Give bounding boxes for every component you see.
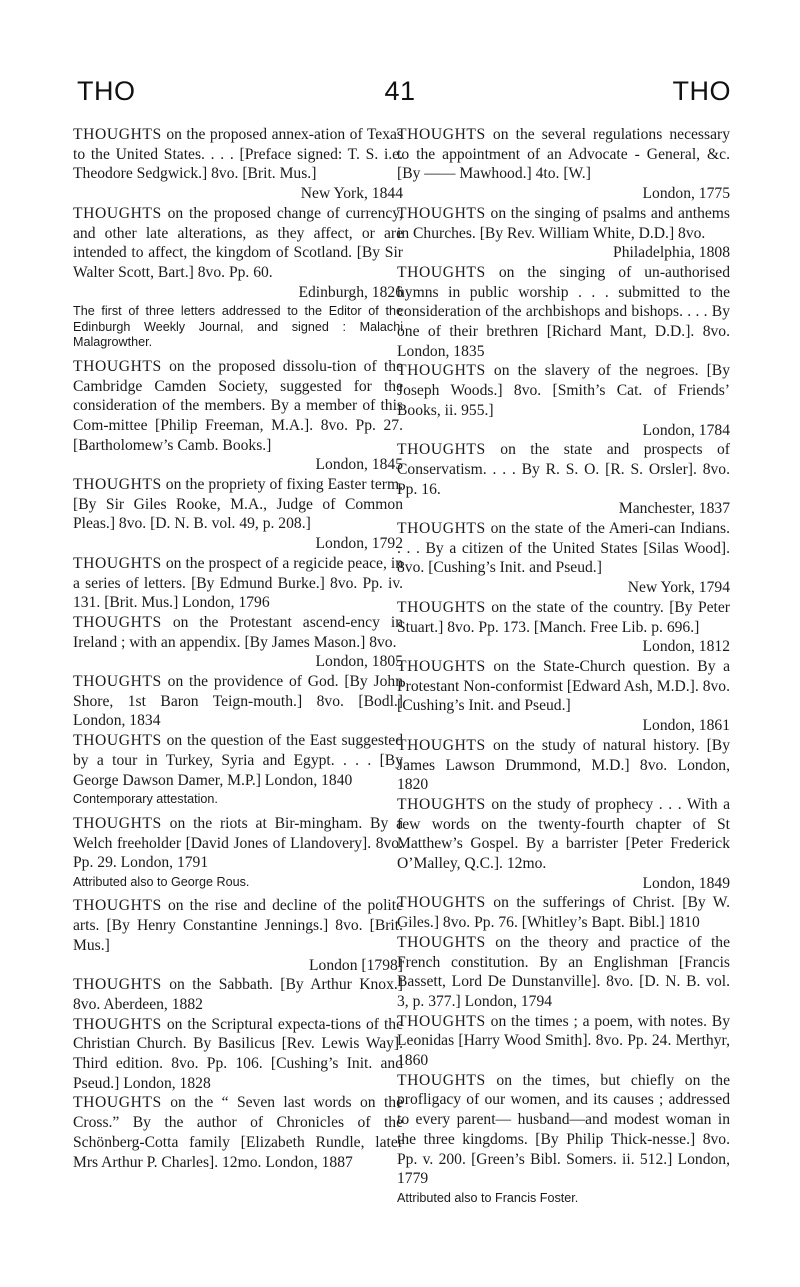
entry-note: The first of three letters addressed to the Editor of the Edinburgh Weekly Journal, and signed : Malachi Malagrowther. — [73, 304, 403, 350]
catalog-entry: THOUGHTS on the propriety of fixing Easter term. [By Sir Giles Rooke, M.A., Judge of Common Pleas.] 8vo. [D. N. B. vol. 49, p. 208.] London, 1792 — [73, 476, 403, 553]
catalog-entry: THOUGHTS on the providence of God. [By John Shore, 1st Baron Teign-mouth.] 8vo. [Bodl.] London, 1834 — [73, 673, 403, 730]
entry-headword: THOUGHTS — [73, 1094, 162, 1112]
catalog-entry: THOUGHTS on the singing of un-authorised hymns in public worship . . . submitted to the consideration of the archbishops and bishops. . . . By one of their brethren [Richard Mant, D.D.]. 8vo. London, 1835 — [397, 263, 730, 360]
page-header — [0, 76, 800, 116]
catalog-entry: THOUGHTS on the proposed dissolu-tion of the Cambridge Camden Society, suggested for the consideration of the members. By a member of this Com-mittee [Philip Freeman, M.A.]. 8vo. Pp. 27. [Bartholomew’s Camb. Books.] London, 1845 — [73, 357, 403, 474]
entry-headword: THOUGHTS — [73, 976, 162, 994]
entry-headword: THOUGHTS — [397, 598, 486, 616]
catalog-entry: THOUGHTS on the study of natural history. [By James Lawson Drummond, M.D.] 8vo. London, 1820 — [397, 736, 730, 794]
catalog-entry: THOUGHTS on the state and prospects of Conservatism. . . . By R. S. O. [R. S. Orsler]. 8vo. Pp. 16. Manchester, 1837 — [397, 441, 730, 518]
entry-note: Contemporary attestation. — [73, 792, 218, 807]
entry-headword: THOUGHTS — [397, 736, 486, 754]
entry-headword: THOUGHTS — [397, 1012, 486, 1030]
catalog-entry: THOUGHTS on the prospect of a regicide peace, in a series of letters. [By Edmund Burke.] 8vo. Pp. iv. 131. [Brit. Mus.] London, 1796 — [73, 554, 403, 612]
entry-headword: THOUGHTS — [73, 204, 162, 222]
entry-headword: THOUGHTS — [397, 657, 486, 675]
entry-headword: THOUGHTS — [397, 362, 486, 380]
catalog-entry: THOUGHTS on the study of prophecy . . . With a few words on the twenty-fourth chapter of St Matthew’s Gospel. By a barrister [Peter Frederick O’Malley, Q.C.]. 12mo. London, 1849 — [397, 795, 730, 892]
entry-headword: THOUGHTS — [73, 357, 162, 375]
catalog-entry: THOUGHTS on the times, but chiefly on the profligacy of our women, and its causes ; addressed to every parent— husband—and modest woman in the three kingdoms. [By Philip Thick-nesse.] 8vo. Pp. v. 200. [Green’s Bibl. Somers. ii. 512.] London, 1779 — [397, 1071, 730, 1188]
catalog-entry: THOUGHTS on the Protestant ascend-ency in Ireland ; with an appendix. [By James Mason.] 8vo. London, 1805 — [73, 613, 403, 671]
catalog-entry: THOUGHTS on the Scriptural expecta-tions of the Christian Church. By Basilicus [Rev. Lewis Way]. Third edition. 8vo. Pp. 106. [Cushing’s Init. and Pseud.] London, 1828 — [73, 1015, 403, 1092]
entry-headword: THOUGHTS — [73, 126, 162, 143]
catalog-entry: THOUGHTS on the state of the country. [By Peter Stuart.] 8vo. Pp. 173. [Manch. Free Lib. p. 696.] London, 1812 — [397, 598, 730, 656]
entry-headword: THOUGHTS — [73, 673, 162, 691]
catalog-entry: THOUGHTS on the state of the Ameri-can Indians. . . . By a citizen of the United States [Silas Wood]. 8vo. [Cushing’s Init. and Pseud.] New York, 1794 — [397, 520, 730, 597]
right-column — [397, 125, 730, 1212]
running-head-right: THO — [672, 76, 731, 106]
entry-headword: THOUGHTS — [397, 1071, 486, 1089]
entry-headword: THOUGHTS — [397, 933, 486, 951]
catalog-entry: THOUGHTS on the times ; a poem, with notes. By Leonidas [Harry Wood Smith]. 8vo. Pp. 24. Merthyr, 1860 — [397, 1012, 730, 1070]
running-head-left: THO — [77, 76, 136, 106]
entry-headword: THOUGHTS — [397, 126, 486, 143]
entry-headword: THOUGHTS — [397, 204, 486, 222]
entry-note: Attributed also to Francis Foster. — [397, 1190, 579, 1205]
entry-headword: THOUGHTS — [73, 1015, 162, 1033]
catalog-entry: THOUGHTS on the slavery of the negroes. [By Joseph Woods.] 8vo. [Smith’s Cat. of Friends’ Books, ii. 955.] London, 1784 — [397, 362, 730, 439]
page-number: 41 — [384, 76, 416, 106]
catalog-entry: THOUGHTS on the proposed change of currency, and other late alterations, as they affect, or are intended to affect, the kingdom of Scotland. [By Sir Walter Scott, Bart.] 8vo. Pp. 60. Edinburgh, 1826 — [73, 204, 403, 301]
entry-headword: THOUGHTS — [73, 476, 162, 494]
entry-headword: THOUGHTS — [73, 554, 162, 572]
catalog-entry: THOUGHTS on the Sabbath. [By Arthur Knox.] 8vo. Aberdeen, 1882 — [73, 976, 403, 1013]
entry-headword: THOUGHTS — [73, 732, 162, 750]
entry-headword: THOUGHTS — [73, 613, 162, 631]
catalog-entry: THOUGHTS on the State-Church question. By a Protestant Non-conformist [Edward Ash, M.D.]. 8vo. [Cushing’s Init. and Pseud.] London, 1861 — [397, 657, 730, 735]
entry-headword: THOUGHTS — [73, 897, 162, 915]
catalog-entry: THOUGHTS on the riots at Bir-mingham. By a Welch freeholder [David Jones of Llandovery]. 8vo. Pp. 29. London, 1791 — [73, 814, 403, 872]
entry-headword: THOUGHTS — [397, 441, 486, 459]
catalog-entry: THOUGHTS on the sufferings of Christ. [By W. Giles.] 8vo. Pp. 76. [Whitley’s Bapt. Bibl.] 1810 — [397, 894, 730, 932]
entry-note: Attributed also to George Rous. — [73, 874, 250, 889]
entry-headword: THOUGHTS — [73, 814, 162, 832]
catalog-entry: THOUGHTS on the theory and practice of the French constitution. By an Englishman [Francis Bassett, Lord De Dunstanville]. 8vo. [D. N. B. vol. 3, p. 377.] London, 1794 — [397, 933, 730, 1010]
entry-headword: THOUGHTS — [397, 795, 486, 813]
catalog-entry: THOUGHTS on the several regulations necessary to the appointment of an Advocate - General, &c. [By —— Mawhood.] 4to. [W.] London, 1775 — [397, 126, 730, 203]
catalog-entry: THOUGHTS on the “ Seven last words on the Cross.” By the author of Chronicles of the Schönberg-Cotta family [Elizabeth Rundle, later Mrs Arthur P. Charles]. 12mo. London, 1887 — [73, 1094, 403, 1171]
catalog-entry: THOUGHTS on the singing of psalms and anthems in Churches. [By Rev. William White, D.D.] 8vo. Philadelphia, 1808 — [397, 204, 730, 262]
entry-headword: THOUGHTS — [397, 263, 486, 281]
catalog-entry: THOUGHTS on the question of the East suggested by a tour in Turkey, Syria and Egypt. . . . [By George Dawson Damer, M.P.] London, 1840 — [73, 732, 403, 789]
catalog-entry: THOUGHTS on the proposed annex-ation of Texas to the United States. . . . [Preface signed: T. S. i.e. Theodore Sedgwick.] 8vo. [Brit. Mus.] New York, 1844 — [73, 126, 403, 203]
left-column — [73, 125, 403, 1172]
catalog-entry: THOUGHTS on the rise and decline of the polite arts. [By Henry Constantine Jennings.] 8vo. [Brit. Mus.] London [1798] — [73, 897, 403, 974]
entry-headword: THOUGHTS — [397, 894, 486, 912]
entry-headword: THOUGHTS — [397, 520, 486, 538]
